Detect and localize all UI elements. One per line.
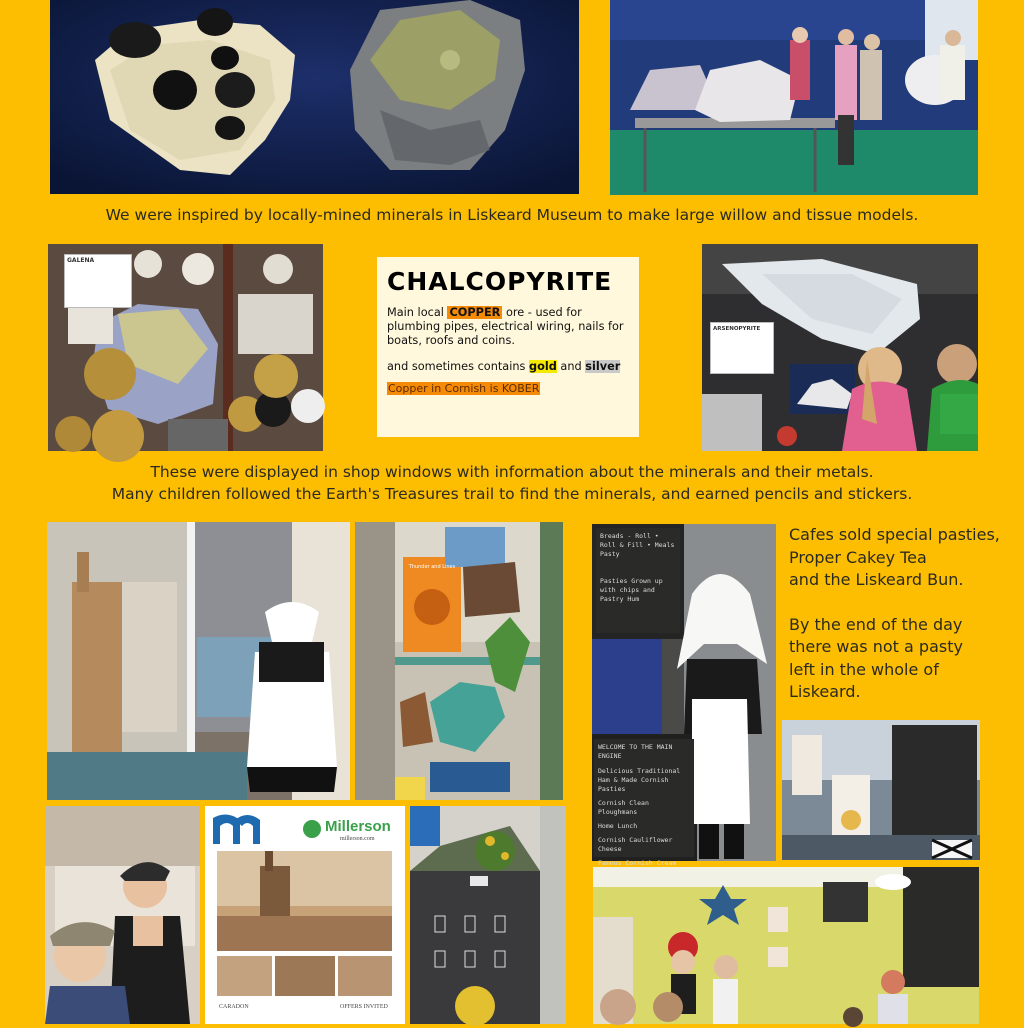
cafe-interior-image [593,867,979,1024]
shop-window-image [47,522,350,800]
arsenopyrite-label-text: ARSENOPYRITE [713,326,761,332]
chalkboard-mid-text: Pasties Grown up with chips and Pastry Hum [600,577,663,603]
gold-highlight: gold [529,360,557,373]
books-display-image [355,522,563,800]
photo-mineral-specimens [50,0,579,194]
card-paragraph-gold-silver [387,360,629,374]
caption-row1: We were inspired by locally-mined minerals in Liskeard Museum to make large willow and tissue models. [105,206,919,224]
card-paragraph-copper [387,306,629,348]
window-planter-image [410,806,566,1024]
chalkboard-top-text: Breads - Roll • Roll & Fill • Meals Pasty [600,532,675,558]
chalkboard-top [596,528,680,633]
copper-highlight: COPPER [449,306,501,319]
photo-cafe-boards-street [782,720,980,860]
kober-note: Copper in Cornish is KOBER [388,382,540,395]
cafe-side-text [789,524,1019,704]
millerson-poster-image [205,806,405,1024]
chalk-item: Cornish Cauliflower Cheese [598,836,673,853]
photo-arsenopyrite-window [702,244,978,451]
side-para1-line1: Cafes sold special pasties, [789,525,1000,544]
chalk-item: Home Lunch [598,822,638,830]
card-line2-mid: and [556,360,586,373]
photo-millerson-estate-agent [205,806,405,1024]
chalk-item: Cornish Clean Ploughmans [598,799,649,816]
cafe-boards-image [782,720,980,860]
millerson-sub: millerson.com [340,836,375,842]
chalk-item: Famous Cornish Cream [598,859,677,867]
mineral-specimens-image [50,0,579,194]
photo-children-caps [45,806,200,1024]
chalk-item: Delicious Traditional Ham & Made Cornish Pasties [598,767,681,793]
photo-galena-window [48,244,323,451]
children-image [45,806,200,1024]
side-para1-line2: Proper Cakey Tea [789,547,927,567]
side-para2-line1: By the end of the day [789,614,963,634]
side-para2-line3: left in the whole of [789,659,939,679]
chalk-heading: WELCOME TO THE MAIN ENGINE [598,743,673,760]
photo-workshop [610,0,978,195]
photo-books-watering-can [355,522,563,800]
chalkboard-menu [594,739,694,867]
workshop-image [610,0,978,195]
book-title: Thunder and Lines [408,564,456,570]
side-para2-line4: Liskeard. [789,682,861,701]
side-para1-line3: and the Liskeard Bun. [789,570,964,589]
offers-label: OFFERS INVITED [340,1004,388,1010]
caradon-label: CARADON [219,1004,249,1010]
photo-cafe-chalkboard-woman [592,524,776,867]
card-title: CHALCOPYRITE [387,267,613,296]
galena-label-text: GALENA [67,257,95,264]
card-line1-post: ore - used for plumbing pipes, electrical wiring, nails for boats, roofs and coins. [387,306,624,347]
photo-cafe-interior [593,867,979,1024]
side-para2-line2: there was not a pasty [789,637,963,656]
card-line1-pre: Main local [387,306,448,319]
caption-row2-line1: These were displayed in shop windows with information about the minerals and their metals. [150,463,874,481]
photo-shop-window-engine-house [47,522,350,800]
photo-window-planter [410,806,566,1024]
card-paragraph-kober [387,382,629,396]
card-line2-pre: and sometimes contains [387,360,530,373]
silver-highlight: silver [585,360,621,373]
galena-label [64,254,132,308]
arsenopyrite-label [710,322,774,374]
chalcopyrite-info-card [377,257,639,437]
millerson-logo-text: Millerson [325,818,391,835]
caption-row2-line2: Many children followed the Earth's Treasures trail to find the minerals, and earned pencils and stickers. [111,485,913,503]
